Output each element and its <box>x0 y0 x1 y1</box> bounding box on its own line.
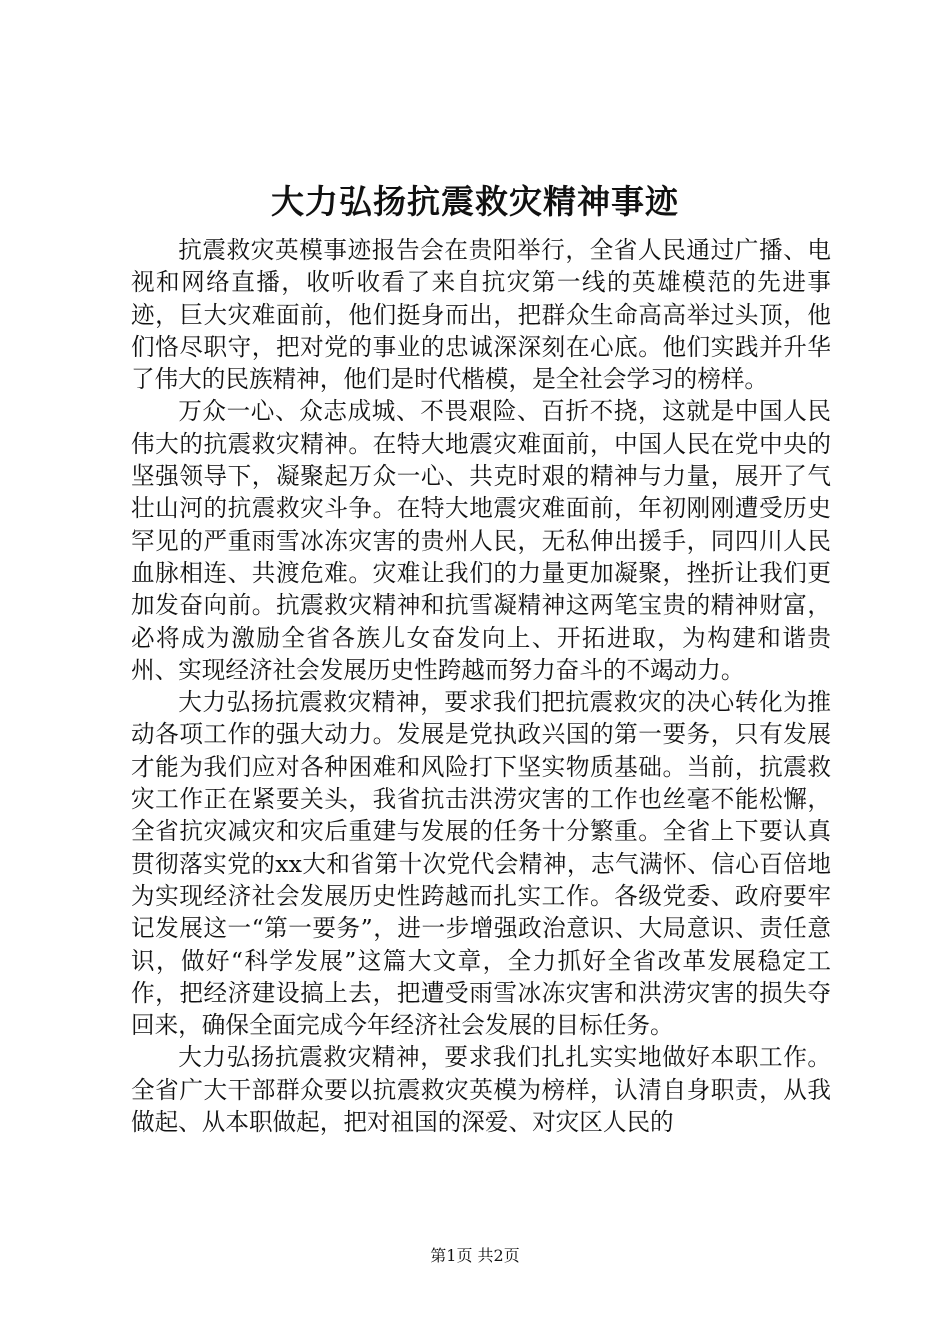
document-body <box>131 234 831 1138</box>
document-title: 大力弘扬抗震救灾精神事迹 <box>271 182 679 221</box>
paragraph-1: 抗震救灾英模事迹报告会在贵阳举行，全省人民通过广播、电视和网络直播，收听收看了来自抗灾第一线的英雄模范的先进事迹，巨大灾难面前，他们挺身而出，把群众生命高高举过头顶，他们恪尽职守，把对党的事业的忠诚深深刻在心底。他们实践并升华了伟大的民族精神，他们是时代楷模，是全社会学习的榜样。 <box>131 236 831 394</box>
page-footer: 第1页 共2页 <box>430 1246 520 1265</box>
paragraph-3: 大力弘扬抗震救灾精神，要求我们把抗震救灾的决心转化为推动各项工作的强大动力。发展是党执政兴国的第一要务，只有发展才能为我们应对各种困难和风险打下坚实物质基础。当前，抗震救灾工作正在紧要关头，我省抗击洪涝灾害的工作也丝毫不能松懈，全省抗灾减灾和灾后重建与发展的任务十分繁重。全省上下要认真贯彻落实党的xx大和省第十次党代会精神，志气满怀、信心百倍地为实现经济社会发展历史性跨越而扎实工作。各级党委、政府要牢记发展这一“第一要务”，进一步增强政治意识、大局意识、责任意识，做好“科学发展”这篇大文章，全力抓好全省改革发展稳定工作，把经济建设搞上去，把遭受雨雪冰冻灾害和洪涝灾害的损失夺回来，确保全面完成今年经济社会发展的目标任务。 <box>131 688 831 1040</box>
paragraph-4: 大力弘扬抗震救灾精神，要求我们扎扎实实地做好本职工作。全省广大干部群众要以抗震救灾英模为榜样，认清自身职责，从我做起、从本职做起，把对祖国的深爱、对灾区人民的 <box>131 1043 831 1137</box>
paragraph-2: 万众一心、众志成城、不畏艰险、百折不挠，这就是中国人民伟大的抗震救灾精神。在特大地震灾难面前，中国人民在党中央的坚强领导下，凝聚起万众一心、共克时艰的精神与力量，展开了气壮山河的抗震救灾斗争。在特大地震灾难面前，年初刚刚遭受历史罕见的严重雨雪冰冻灾害的贵州人民，无私伸出援手，同四川人民血脉相连、共渡危难。灾难让我们的力量更加凝聚，挫折让我们更加发奋向前。抗震救灾精神和抗雪凝精神这两笔宝贵的精神财富，必将成为激励全省各族儿女奋发向上、开拓进取，为构建和谐贵州、实现经济社会发展历史性跨越而努力奋斗的不竭动力。 <box>131 397 831 684</box>
